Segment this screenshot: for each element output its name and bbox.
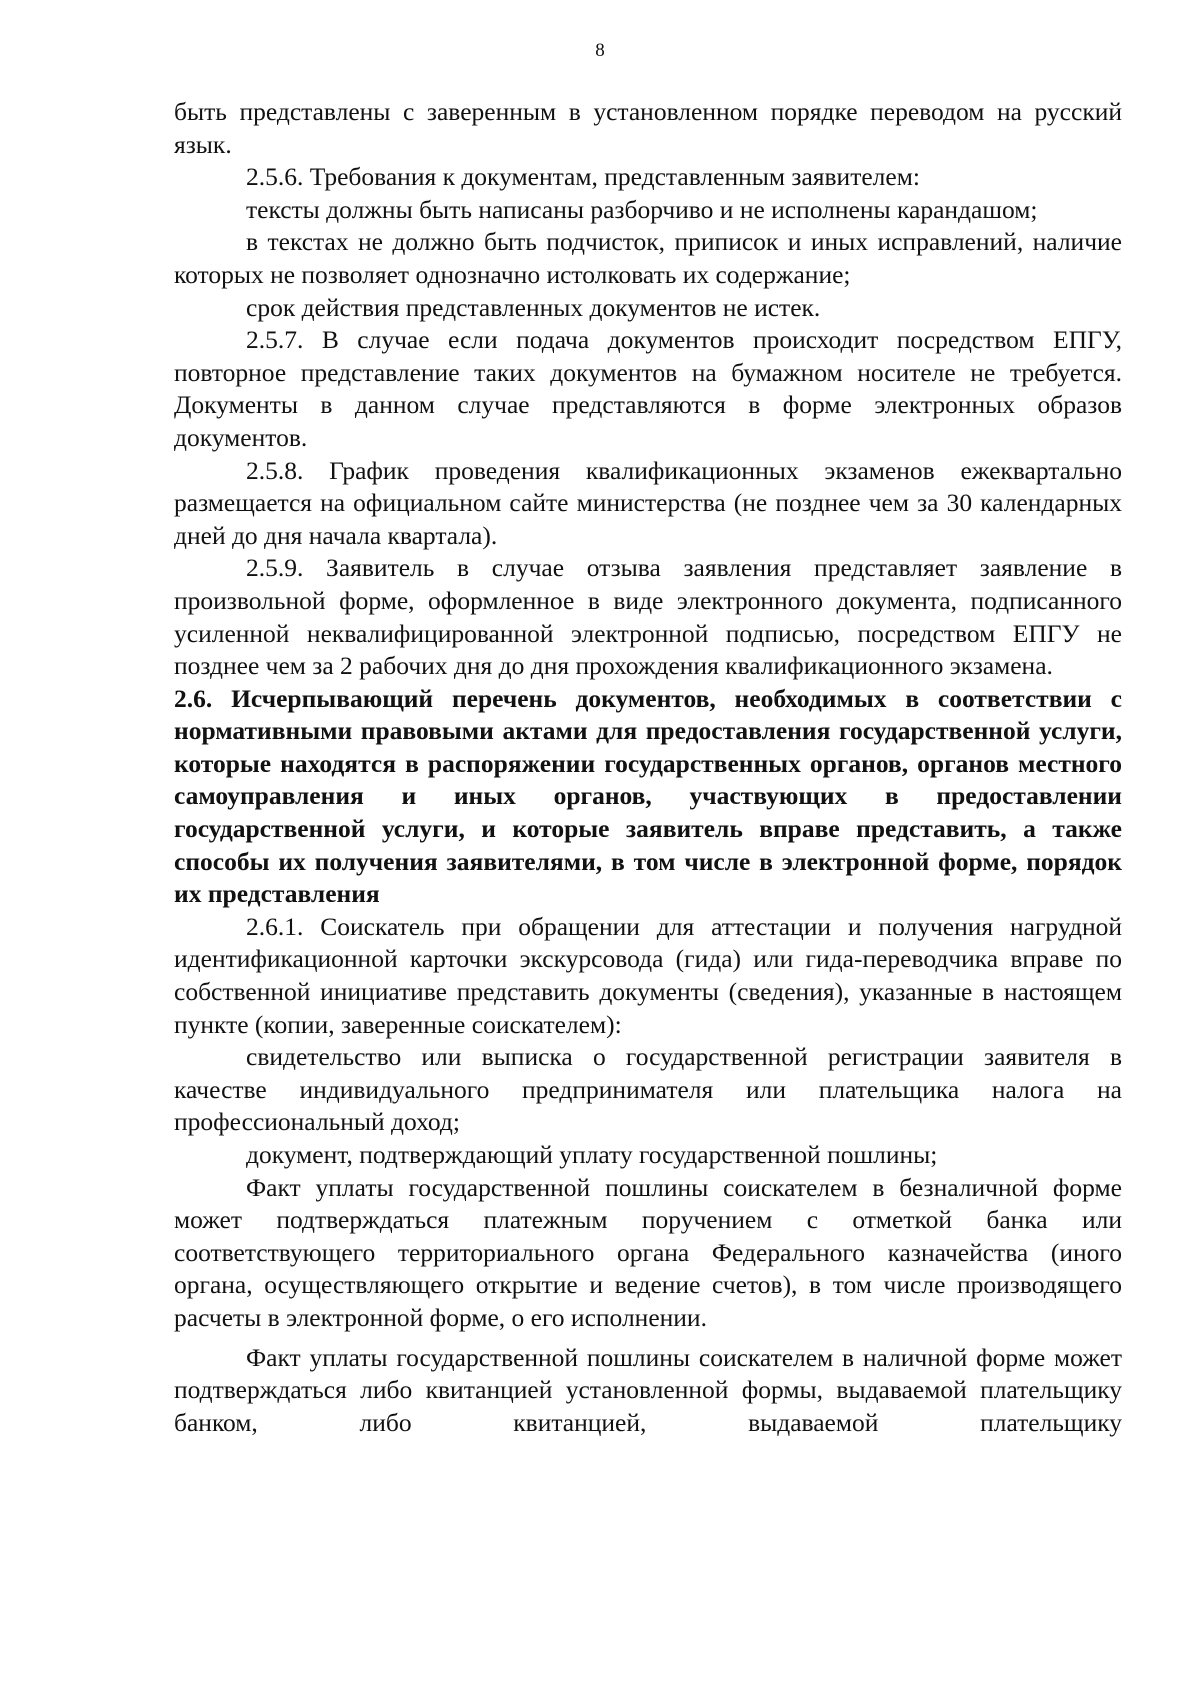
paragraph: в текстах не должно быть подчисток, приписок и иных исправлений, наличие которых не позволяет однозначно истолковать их содержание; — [174, 227, 1122, 289]
paragraph-spacer — [174, 1335, 1122, 1342]
paragraph: 2.6.1. Соискатель при обращении для аттестации и получения нагрудной идентификационной карточки экскурсовода (гида) или гида-переводчика вправе по собственной инициативе представить документы (сведения), указанные в настоящем пункте (копии, заверенные соискателем): — [174, 911, 1122, 1039]
paragraph: 2.5.6. Требования к документам, представленным заявителем: — [246, 162, 920, 192]
paragraph: свидетельство или выписка о государственной регистрации заявителя в качестве индивидуального предпринимателя или плательщика налога на профессиональный доход; — [174, 1042, 1122, 1137]
document-body — [174, 96, 1122, 1439]
paragraph: срок действия представленных документов не истек. — [246, 292, 821, 322]
paragraph: 2.5.9. Заявитель в случае отзыва заявления представляет заявление в произвольной форме, оформленное в виде электронного документа, подписанного усиленной неквалифицированной электронной подписью, посредством ЕПГУ не позднее чем за 2 рабочих дня до дня прохождения квалификационного экзамена. — [174, 553, 1122, 681]
section-heading: 2.6. Исчерпывающий перечень документов, необходимых в соответствии с нормативными правовыми актами для предоставления государственной услуги, которые находятся в распоряжении государственных органов, органов местного самоуправления и иных органов, участвующих в предоставлении государственной услуги, и которые заявитель вправе представить, а также способы их получения заявителями, в том числе в электронной форме, порядок их представления — [174, 683, 1122, 909]
paragraph: быть представлены с заверенным в установленном порядке переводом на русский язык. — [174, 97, 1122, 159]
paragraph: Факт уплаты государственной пошлины соискателем в наличной форме может подтверждаться либо квитанцией установленной формы, выдаваемой плательщику банком, либо квитанцией, выдаваемой плательщику — [174, 1342, 1122, 1437]
paragraph: документ, подтверждающий уплату государственной пошлины; — [246, 1140, 938, 1169]
paragraph: 2.5.7. В случае если подача документов происходит посредством ЕПГУ, повторное представление таких документов на бумажном носителе не требуется. Документы в данном случае представляются в форме электронных образов документов. — [174, 325, 1122, 452]
paragraph: 2.5.8. График проведения квалификационных экзаменов ежеквартально размещается на официальном сайте министерства (не позднее чем за 30 календарных дней до дня начала квартала). — [174, 455, 1122, 550]
paragraph: тексты должны быть написаны разборчиво и не исполнены карандашом; — [246, 194, 1038, 224]
paragraph: Факт уплаты государственной пошлины соискателем в безналичной форме может подтверждаться платежным поручением с отметкой банка или соответствующего территориального органа Федерального казначейства (иного органа, осуществляющего открытие и ведение счетов), в том числе производящего расчеты в электронной форме, о его исполнении. — [174, 1172, 1122, 1332]
page-number: 8 — [595, 40, 605, 61]
